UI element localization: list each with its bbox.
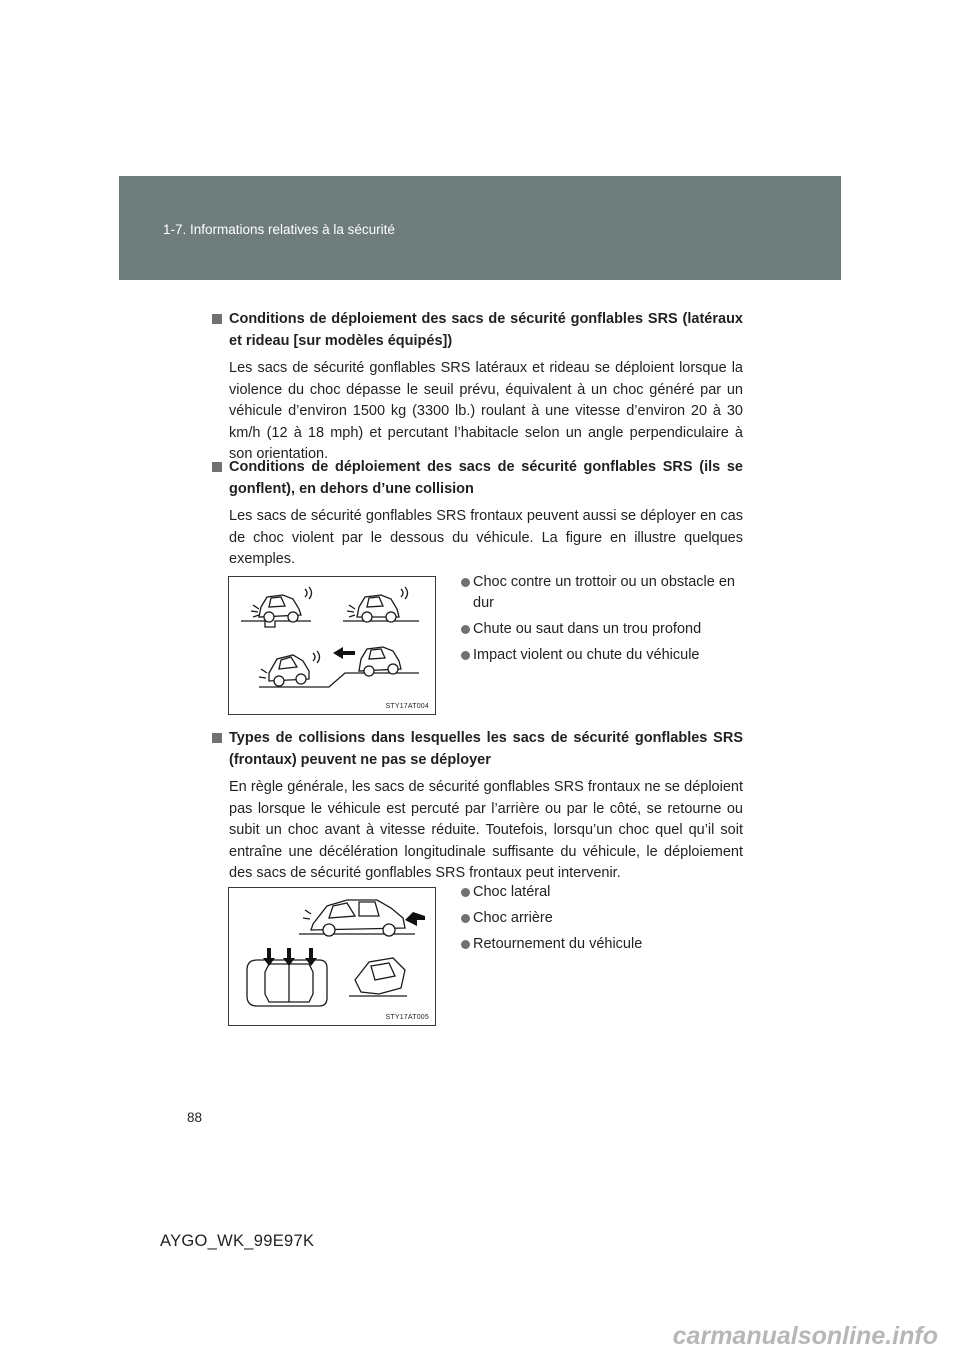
chapter-header-band xyxy=(119,176,841,280)
section-heading: Types de collisions dans lesquelles les sacs de sécurité gonflables SRS (frontaux) peuvent ne pas se déployer xyxy=(212,727,743,771)
list-item: Retournement du véhicule xyxy=(461,934,743,955)
illustration-non-deployment-collisions xyxy=(228,887,436,1026)
figure1-bullet-list xyxy=(461,572,743,666)
section-body: Les sacs de sécurité gonflables SRS latéraux et rideau se déploient lorsque la violence du choc dépasse le seuil prévu, équivalent à un choc généré par un véhicule d’environ 1500 kg (3300 lb.) roulant à une vitesse d’environ 20 à 30 km/h (12 à 18 mph) et percutant l’habitacle selon un angle perpendiculaire à son orientation. xyxy=(229,360,743,462)
car-impact-illustration xyxy=(229,577,435,714)
round-bullet-icon xyxy=(461,940,470,949)
section-heading: Conditions de déploiement des sacs de sécurité gonflables SRS (latéraux et rideau [sur modèles équipés]) xyxy=(212,308,743,352)
document-code: AYGO_WK_99E97K xyxy=(160,1232,315,1250)
list-item: Choc arrière xyxy=(461,908,743,929)
round-bullet-icon xyxy=(461,888,470,897)
chapter-title: 1-7. Informations relatives à la sécurité xyxy=(163,222,395,237)
illustration-non-collision-deployment xyxy=(228,576,436,715)
square-bullet-icon xyxy=(212,733,222,743)
list-item: Choc contre un trottoir ou un obstacle en dur xyxy=(461,572,743,614)
figure-code: STY17AT004 xyxy=(385,703,429,710)
section-deployment-side-curtain xyxy=(212,308,743,466)
round-bullet-icon xyxy=(461,914,470,923)
round-bullet-icon xyxy=(461,578,470,587)
round-bullet-icon xyxy=(461,651,470,660)
section-deployment-non-collision xyxy=(212,456,743,571)
section-body: Les sacs de sécurité gonflables SRS frontaux peuvent aussi se déployer en cas de choc violent par le dessous du véhicule. La figure en illustre quelques exemples. xyxy=(229,508,743,567)
section-body: En règle générale, les sacs de sécurité gonflables SRS frontaux ne se déploient pas lorsque le véhicule est percuté par l’arrière ou par le côté, se retourne ou subit un choc avant à vitesse réduite. Toutefois, lorsqu’un choc quel qu’il soit entraîne une décélération longitudinale suffisante du véhicule, le déploiement des sacs de sécurité gonflables SRS frontaux peut intervenir. xyxy=(229,779,743,881)
list-item: Chute ou saut dans un trou profond xyxy=(461,619,743,640)
round-bullet-icon xyxy=(461,625,470,634)
list-item: Impact violent ou chute du véhicule xyxy=(461,645,743,666)
figure2-bullet-list xyxy=(461,882,743,955)
watermark-text: carmanualsonline.info xyxy=(672,1322,938,1350)
list-item: Choc latéral xyxy=(461,882,743,903)
section-non-deployment-collisions xyxy=(212,727,743,885)
square-bullet-icon xyxy=(212,314,222,324)
figure-code: STY17AT005 xyxy=(385,1014,429,1021)
square-bullet-icon xyxy=(212,462,222,472)
section-heading: Conditions de déploiement des sacs de sécurité gonflables SRS (ils se gonflent), en dehors d’une collision xyxy=(212,456,743,500)
car-collision-illustration xyxy=(229,888,435,1025)
page-number: 88 xyxy=(187,1110,203,1125)
